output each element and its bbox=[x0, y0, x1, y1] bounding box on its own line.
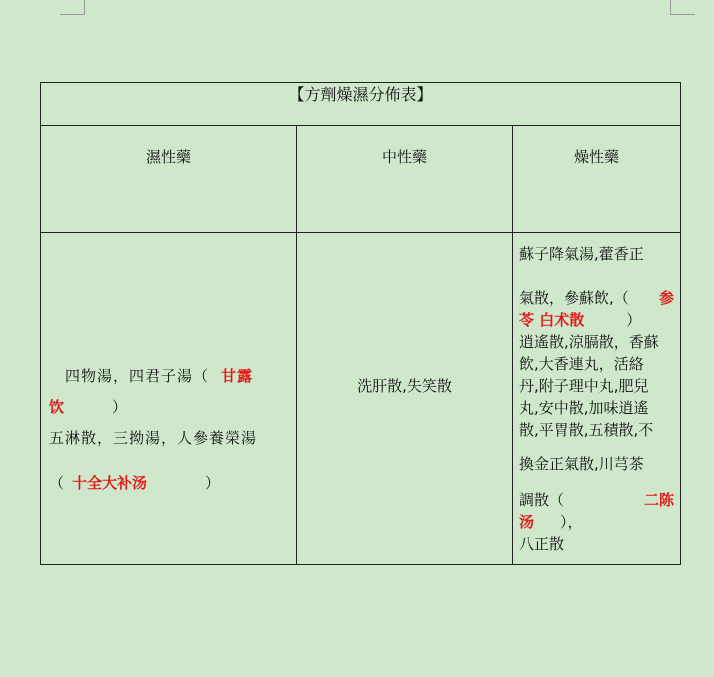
dry-text-2: 氣散，參蘇飲,（ bbox=[519, 289, 629, 307]
dry-text-5: 丹,附子理中丸,肥兒 bbox=[519, 377, 649, 395]
wet-text-1: 四物湯，四君子湯（ bbox=[65, 367, 210, 385]
dry-line-1 bbox=[519, 243, 674, 265]
dry-text-6: 丸,安中散,加味逍遙 bbox=[519, 399, 649, 417]
dry-text-7: 散,平胃散,五積散,不 bbox=[519, 421, 654, 439]
dry-close-1: ） bbox=[626, 311, 642, 329]
header-neutral-herbs: 中性藥 bbox=[297, 126, 513, 233]
dry-text-9: 調散（ bbox=[519, 491, 565, 509]
dry-line-4 bbox=[519, 331, 674, 353]
dry-line-6 bbox=[519, 375, 674, 397]
dry-line-12 bbox=[519, 533, 674, 555]
dry-red-1b: 苓 白术散 bbox=[519, 311, 585, 329]
wet-line-3 bbox=[49, 427, 288, 448]
dry-red-1a: 参 bbox=[659, 289, 675, 307]
wet-open-2: （ bbox=[49, 474, 65, 492]
dry-line-3 bbox=[519, 309, 674, 331]
dry-text-8: 換金正氣散,川芎茶 bbox=[519, 455, 644, 473]
dry-line-11 bbox=[519, 511, 674, 533]
page-corner-marker-right bbox=[670, 0, 695, 15]
table-body-row bbox=[41, 233, 681, 565]
table-header-row bbox=[41, 126, 681, 233]
dry-line-9 bbox=[519, 453, 674, 475]
wet-herbs-cell bbox=[41, 233, 297, 565]
header-dry-herbs: 燥性藥 bbox=[513, 126, 681, 233]
table-title: 【方劑燥濕分佈表】 bbox=[288, 85, 433, 104]
wet-close-2: ） bbox=[205, 474, 221, 492]
dry-line-8 bbox=[519, 419, 674, 441]
dry-text-4: 飲,大香連丸，活絡 bbox=[519, 355, 644, 373]
neutral-text: 洗肝散,失笑散 bbox=[357, 377, 452, 395]
dry-text-10: 八正散 bbox=[519, 535, 565, 553]
header-wet-herbs: 濕性藥 bbox=[41, 126, 297, 233]
formula-dryness-table bbox=[40, 82, 681, 565]
page-corner-marker-left bbox=[60, 0, 85, 15]
dry-red-2a: 二陈 bbox=[644, 491, 675, 509]
wet-line-2 bbox=[49, 396, 288, 417]
wet-line-1 bbox=[49, 365, 288, 386]
table-title-row bbox=[41, 83, 681, 126]
wet-red-1b: 饮 bbox=[49, 398, 65, 416]
neutral-herbs-cell bbox=[297, 233, 513, 565]
wet-text-2: 五淋散，三拗湯，人參養榮湯 bbox=[49, 429, 258, 447]
wet-line-4 bbox=[49, 472, 288, 493]
dry-text-3: 逍遙散,涼膈散，香蘇 bbox=[519, 333, 659, 351]
dry-herbs-cell bbox=[513, 233, 681, 565]
dry-line-5 bbox=[519, 353, 674, 375]
dry-line-7 bbox=[519, 397, 674, 419]
wet-close-1: ） bbox=[112, 398, 128, 416]
dry-line-10 bbox=[519, 489, 674, 511]
table-title-cell bbox=[41, 83, 681, 126]
dry-red-2b: 汤 bbox=[519, 513, 535, 531]
dry-line-2 bbox=[519, 287, 674, 309]
wet-red-2: 十全大补汤 bbox=[72, 474, 148, 492]
dry-close-2: ）， bbox=[560, 513, 583, 531]
wet-red-1a: 甘露 bbox=[221, 367, 254, 385]
dry-text-1: 蘇子降氣湯,藿香正 bbox=[519, 245, 644, 263]
